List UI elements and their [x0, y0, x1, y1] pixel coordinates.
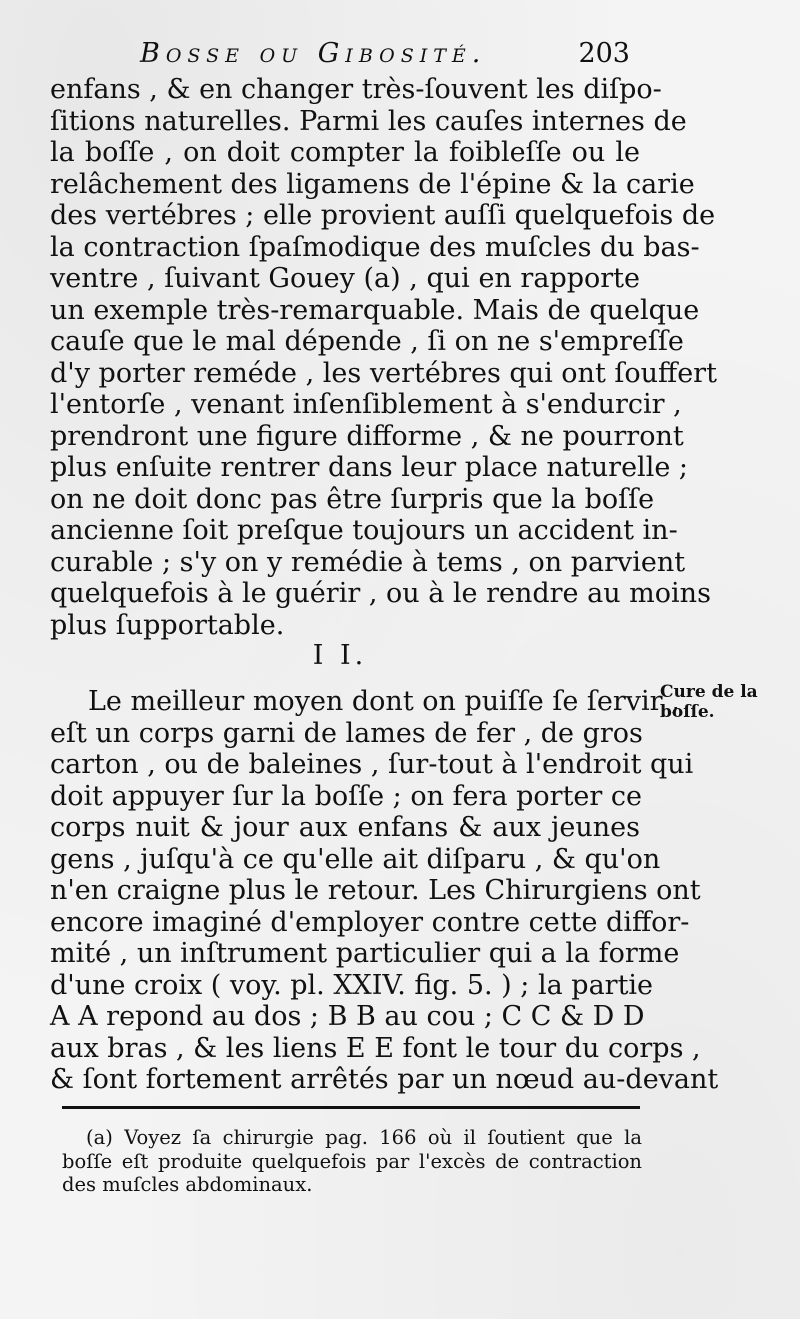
text-line: curable ; s'y on y remédie à tems , on parvient	[50, 546, 686, 578]
text-line: carton , ou de baleines , ſur-tout à l'endroit qui	[50, 749, 694, 780]
running-head	[140, 36, 630, 76]
text-line: doit appuyer ſur la boſſe ; on fera porter ce	[50, 780, 642, 812]
marginal-note-line: Cure de la	[660, 682, 758, 702]
text-line: A A repond au dos ; B B au cou ; C C & D D	[50, 1001, 645, 1032]
text-line: prendront une figure difforme , & ne pourront	[50, 420, 684, 452]
text-line: encore imaginé d'employer contre cette diffor-	[50, 906, 690, 938]
text-line: plus ſupportable.	[50, 609, 285, 641]
text-line: n'en craigne plus le retour. Les Chirurgiens ont	[50, 875, 701, 906]
footnote-line: des muſcles abdominaux.	[62, 1173, 313, 1196]
section-heading: I I.	[312, 640, 368, 671]
marginal-note-line: boſſe.	[660, 702, 715, 722]
text-line: eſt un corps garni de lames de fer , de gros	[50, 717, 643, 749]
footnote-rule	[62, 1106, 640, 1109]
paragraph-1	[50, 74, 717, 641]
footnote	[62, 1126, 642, 1197]
text-line: mité , un inſtrument particulier qui a la forme	[50, 938, 680, 969]
paragraph-2	[50, 686, 719, 1096]
text-line: des vertébres ; elle provient auſſi quelquefois de	[50, 200, 716, 231]
text-line: enfans , & en changer très-ſouvent les diſpo-	[50, 74, 662, 105]
text-line: quelquefois à le guérir , ou à le rendre au moins	[50, 578, 711, 609]
text-line: un exemple très-remarquable. Mais de quelque	[50, 294, 700, 326]
text-line: aux bras , & les liens E E font le tour du corps ,	[50, 1032, 701, 1064]
page-number: 203	[578, 38, 630, 69]
text-line: gens , juſqu'à ce qu'elle ait diſparu , & qu'on	[50, 843, 661, 875]
text-line: d'une croix ( voy. pl. XXIV. fig. 5. ) ; la partie	[50, 969, 654, 1001]
text-line: la boſſe , on doit compter la foibleſſe ou le	[50, 137, 640, 168]
text-line: plus enſuite rentrer dans leur place naturelle ;	[50, 452, 688, 483]
text-line: relâchement des ligamens de l'épine & la carie	[50, 168, 695, 200]
text-line: l'entorſe , venant inſenſiblement à s'endurcir ,	[50, 389, 682, 420]
text-line: corps nuit & jour aux enfans & aux jeunes	[50, 812, 640, 843]
text-line: la contraction ſpaſmodique des muſcles du bas-	[50, 231, 700, 263]
footnote-line: (a) Voyez ſa chirurgie pag. 166 où il ſoutient que la	[86, 1126, 642, 1149]
text-line: ventre , ſuivant Gouey (a) , qui en rapporte	[50, 263, 640, 294]
text-line: d'y porter reméde , les vertébres qui ont ſouffert	[50, 357, 717, 389]
running-title: Bosse ou Gibosité.	[140, 38, 487, 69]
text-line: ſitions naturelles. Parmi les cauſes internes de	[50, 105, 687, 137]
marginal-note	[660, 682, 770, 722]
text-line: cauſe que le mal dépende , ſi on ne s'empreſſe	[50, 326, 684, 357]
text-line: Le meilleur moyen dont on puiſſe ſe ſervir ,	[88, 686, 680, 717]
text-line: on ne doit donc pas être ſurpris que la boſſe	[50, 483, 655, 515]
text-line: ancienne ſoit preſque toujours un accident in-	[50, 515, 678, 546]
text-line: & ſont fortement arrêtés par un nœud au-devant	[50, 1064, 719, 1095]
footnote-line: boſſe eſt produite quelquefois par l'excès de contraction	[62, 1149, 642, 1173]
